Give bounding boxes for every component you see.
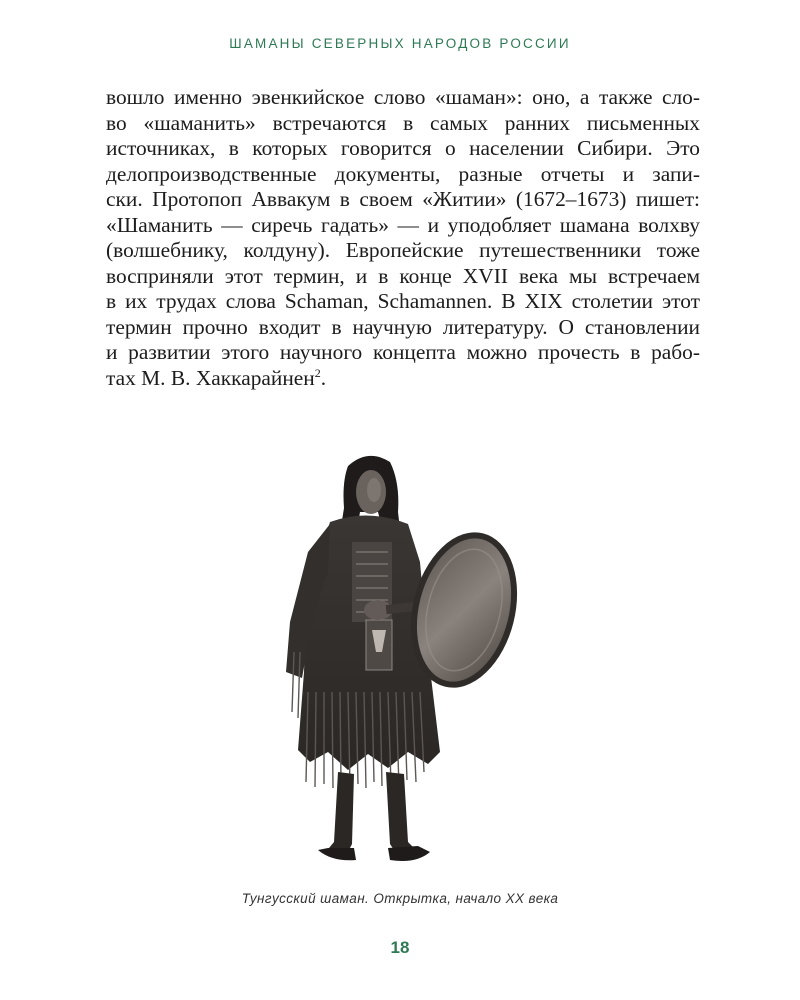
- text-line: во «шаманить» встречаются в самых ранних письменных: [106, 110, 700, 135]
- running-header: ШАМАНЫ СЕВЕРНЫХ НАРОДОВ РОССИИ: [229, 36, 571, 51]
- shaman-photo: [268, 452, 538, 872]
- text-line: «Шаманить — сиречь гадать» — и уподобляет шамана волхву: [106, 212, 700, 237]
- shaman-illustration: [268, 452, 538, 872]
- text-line: и развитии этого научного концепта можно прочесть в рабо-: [106, 340, 700, 364]
- face-highlight: [367, 478, 381, 502]
- text-line-last: тах М. В. Хаккарайнен$^2$.: [106, 365, 327, 390]
- body-text: [106, 85, 700, 391]
- footnote-reference[interactable]: 2: [314, 365, 321, 380]
- text-line: источниках, в которых говорится о населении Сибири. Это: [106, 136, 700, 160]
- left-boot: [318, 848, 356, 860]
- figure-caption: Тунгусский шаман. Открытка, начало XX века: [241, 891, 559, 906]
- text-line: ски. Протопоп Аввакум в своем «Житии» (1672–1673) пишет:: [106, 187, 700, 211]
- text-line: восприняли этот термин, и в конце XVII века мы встречаем: [106, 263, 700, 288]
- text-line-last-content: тах М. В. Хаккарайнен: [106, 365, 315, 390]
- text-line: (волшебнику, колдуну). Европейские путешественники тоже: [106, 238, 700, 262]
- right-boot: [388, 846, 430, 861]
- right-leg: [386, 772, 420, 856]
- text-line: делопроизводственные документы, разные отчеты и запи-: [106, 161, 700, 186]
- text-line: термин прочно входит в научную литературу. О становлении: [106, 314, 700, 339]
- page-number: 18: [390, 938, 410, 957]
- text-line: в их трудах слова Schaman, Schamannen. В XIX столетии этот: [106, 289, 700, 313]
- text-line: вошло именно эвенкийское слово «шаман»: оно, а также сло-: [106, 85, 700, 109]
- left-leg: [324, 772, 354, 856]
